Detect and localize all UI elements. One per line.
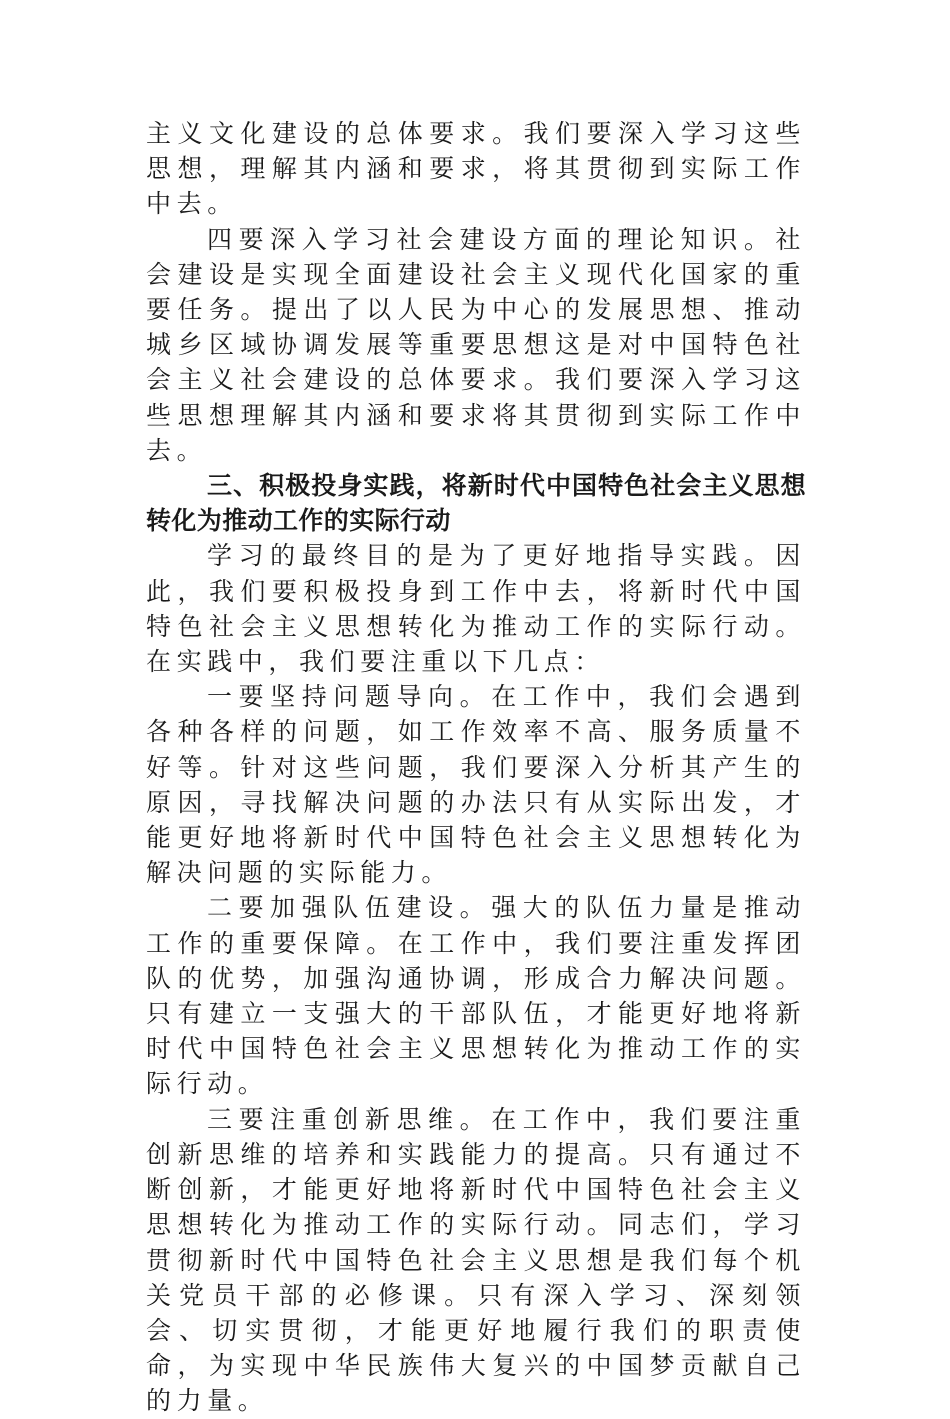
paragraph-continuation: 主义文化建设的总体要求。我们要深入学习这些思想，理解其内涵和要求，将其贯彻到实际工作中去。	[146, 119, 806, 219]
paragraph-problem-orientation: 一要坚持问题导向。在工作中，我们会遇到各种各样的问题，如工作效率不高、服务质量不好等。针对这些问题，我们要深入分析其产生的原因，寻找解决问题的办法只有从实际出发，才能更好地将新时代中国特色社会主义思想转化为解决问题的实际能力。	[146, 682, 806, 888]
paragraph-team-building: 二要加强队伍建设。强大的队伍力量是推动工作的重要保障。在工作中，我们要注重发挥团队的优势，加强沟通协调，形成合力解决问题。只有建立一支强大的干部队伍，才能更好地将新时代中国特色社会主义思想转化为推动工作的实际行动。	[146, 893, 806, 1099]
section-heading-three: 三、积极投身实践，将新时代中国特色社会主义思想转化为推动工作的实际行动	[146, 471, 806, 536]
paragraph-social-construction: 四要深入学习社会建设方面的理论知识。社会建设是实现全面建设社会主义现代化国家的重要任务。提出了以人民为中心的发展思想、推动城乡区域协调发展等重要思想这是对中国特色社会主义社会建设的总体要求。我们要深入学习这些思想理解其内涵和要求将其贯彻到实际工作中去。	[146, 224, 806, 465]
paragraph-innovation: 三要注重创新思维。在工作中，我们要注重创新思维的培养和实践能力的提高。只有通过不断创新，才能更好地将新时代中国特色社会主义思想转化为推动工作的实际行动。同志们，学习贯彻新时代中国特色社会主义思想是我们每个机关党员干部的必修课。只有深入学习、深刻领会、切实贯彻，才能更好地履行我们的职责使命，为实现中华民族伟大复兴的中国梦贡献自己的力量。	[146, 1104, 806, 1416]
paragraph-practice-intro: 学习的最终目的是为了更好地指导实践。因此，我们要积极投身到工作中去，将新时代中国特色社会主义思想转化为推动工作的实际行动。在实践中，我们要注重以下几点：	[146, 541, 806, 677]
document-page	[146, 116, 806, 1419]
